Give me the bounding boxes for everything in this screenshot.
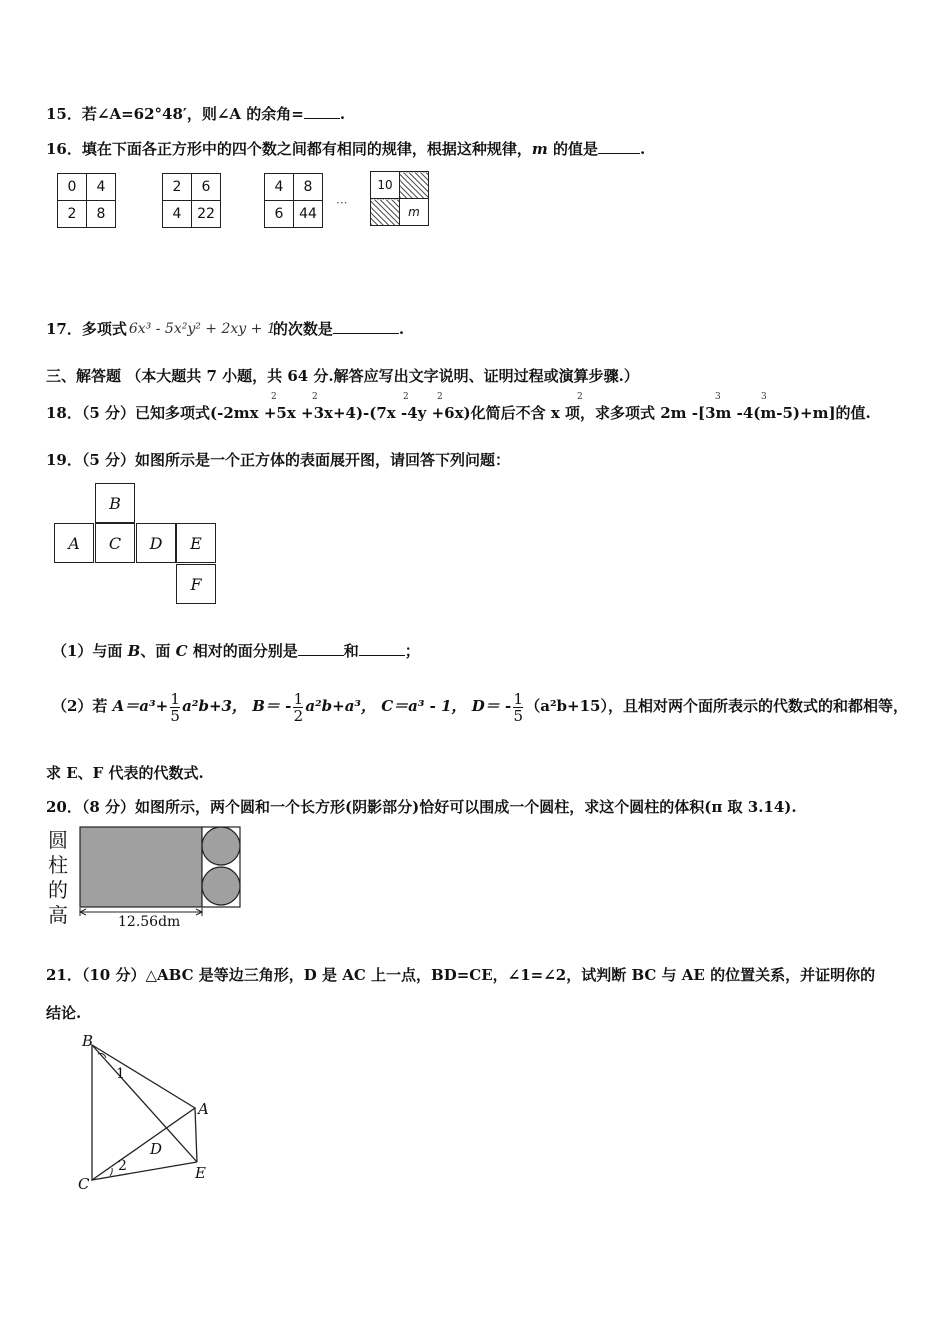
face-e: E	[176, 523, 216, 563]
fraction: $\frac{1}{2}$	[293, 689, 304, 725]
exponent: 2	[437, 392, 443, 402]
exponent: 3	[715, 392, 721, 402]
face-a: A	[54, 523, 94, 563]
ellipsis: ···	[336, 196, 348, 210]
width-label: 12.56dm	[118, 914, 181, 930]
exponent: 2	[271, 392, 277, 402]
face-b: B	[95, 483, 135, 523]
exponent: 2	[403, 392, 409, 402]
point-b: B	[82, 1032, 94, 1050]
answer-blank	[333, 319, 399, 334]
point-c: C	[78, 1175, 90, 1193]
segment-be	[92, 1045, 197, 1162]
height-label-2: 柱	[48, 853, 68, 877]
point-d: D	[150, 1140, 163, 1158]
question-21: 21．（10 分）△ABC 是等边三角形，D 是 AC 上一点，BD=CE，∠1=∠2，试判断 BC 与 AE 的位置关系，并证明你的	[46, 966, 876, 984]
question-15: 15．若∠A=62°48′，则∠A 的余角= .	[46, 105, 346, 123]
number-square-3: 4 8 6 44	[264, 173, 323, 228]
answer-blank	[598, 139, 640, 154]
number-square-2: 2 6 4 22	[162, 173, 221, 228]
exponent: 2	[312, 392, 318, 402]
answer-blank	[359, 641, 405, 656]
polynomial-expression: 6x³ - 5x²y² + 2xy + 1	[128, 321, 276, 337]
answer-blank	[298, 641, 344, 656]
exponent: 3	[761, 392, 767, 402]
answer-blank	[304, 104, 340, 119]
hatched-cell	[371, 199, 400, 226]
question-20: 20．（8 分）如图所示，两个圆和一个长方形(阴影部分)恰好可以围成一个圆柱，求这个圆柱的体积(π 取 3.14).	[46, 798, 797, 816]
angle-2-label: 2	[118, 1158, 127, 1174]
height-label-4: 高	[48, 903, 68, 927]
number-square-1: 0 4 2 8	[57, 173, 116, 228]
exponent: 2	[577, 392, 583, 402]
fraction: $\frac{1}{5}$	[170, 689, 180, 725]
question-17: 17．多项式 6x³ - 5x²y² + 2xy + 1 的次数是 .	[46, 320, 405, 338]
angle-2-arc	[110, 1168, 112, 1176]
segment-ce	[92, 1162, 197, 1180]
segment-ae	[195, 1108, 197, 1162]
top-circle	[202, 827, 240, 865]
section-heading: 三、解答题 （本大题共 7 小题，共 64 分.解答应写出文字说明、证明过程或演算步骤.）	[46, 367, 639, 385]
face-c: C	[95, 523, 135, 563]
triangle-abc	[92, 1045, 195, 1180]
number-square-4: 10 m	[370, 171, 429, 226]
angle-1-label: 1	[116, 1066, 125, 1082]
face-d: D	[136, 523, 176, 563]
shaded-rectangle	[80, 827, 202, 907]
question-16: 16．填在下面各正方形中的四个数之间都有相同的规律，根据这种规律，m 的值是 .	[46, 140, 646, 158]
height-label-1: 圆	[48, 828, 68, 852]
hatched-cell	[400, 172, 429, 199]
question-19-part-2: （2）若 A＝a³+ $\frac{1}{5}$ a²b+3， B＝ - $\frac{1}{2}$ a²b+a³， C＝a³ - 1， D＝ - $\frac{1}{5}$ （a²b+15），且相对两个面所表示的代数式的和都相等，	[52, 689, 908, 725]
face-f: F	[176, 564, 216, 604]
point-a: A	[198, 1100, 209, 1118]
height-label-3: 的	[48, 878, 68, 902]
question-19: 19．（5 分）如图所示是一个正方体的表面展开图，请回答下列问题：	[46, 451, 511, 469]
question-19-part-2-end: 求 E、F 代表的代数式.	[46, 764, 204, 782]
question-19-part-1: （1）与面 B、面 C 相对的面分别是 和 ；	[52, 642, 420, 660]
fraction: $\frac{1}{5}$	[513, 689, 524, 725]
question-21-cont: 结论.	[46, 1004, 82, 1022]
point-e: E	[195, 1164, 206, 1182]
question-18: 18．（5 分）已知多项式(-2mx +5x +3x+4)-(7x -4y +6x)化简后不含 x 项，求多项式 2m -[3m -4(m-5)+m]的值.	[46, 404, 871, 422]
bottom-circle	[202, 867, 240, 905]
